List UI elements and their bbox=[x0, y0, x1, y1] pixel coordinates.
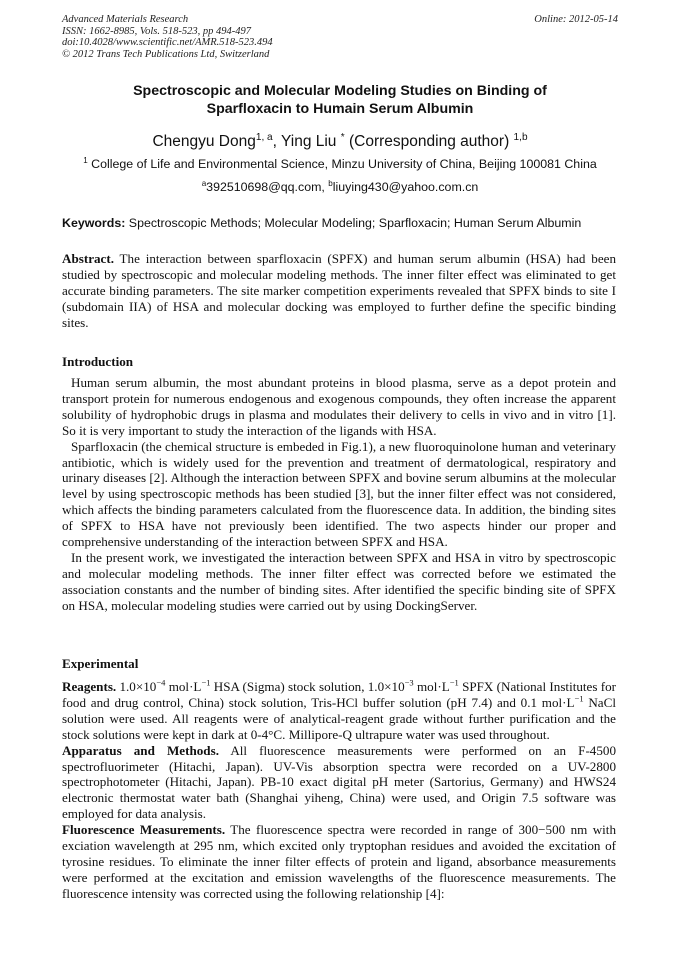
journal-header bbox=[62, 14, 618, 60]
intro-paragraph-2: Sparfloxacin (the chemical structure is embeded in Fig.1), a new fluoroquinolone human and veterinary antibiotic, which is widely used for the prevention and treatment of dermatological, respiratory and urinary diseases [2]. Although the interaction between SPFX and bovine serum albumins at the molecular level by using spectroscopic methods has been studied [3], but the inner filter effect was not considered, which affects the binding parameters calculated from the fluorescence data. In addition, the binding sites of SPFX to HSA have not previously been identified. The two aspects hinder our proper and comprehensive understanding of the interaction between SPFX and HSA. bbox=[62, 438, 616, 550]
reagents-text-1: 1.0×10 bbox=[116, 679, 157, 694]
fluorescence-text: The fluorescence spectra were recorded in range of 300−500 nm with exciation wavelength at 295 nm, which excited only tryptophan residues and avoided the excitation of tyrosine residues. To eliminate the inner filter effects of protein and ligand, absorbance measurements were performed at the excitation and emission wavelengths of the fluorescence measurements. The fluorescence intensity was corrected using the following relationship [4]: bbox=[62, 822, 616, 901]
copyright-line: © 2012 Trans Tech Publications Ltd, Switzerland bbox=[62, 48, 270, 60]
abstract-label: Abstract. bbox=[62, 251, 114, 266]
keywords-label: Keywords: bbox=[62, 216, 126, 230]
journal-name: Advanced Materials Research bbox=[62, 14, 189, 25]
apparatus-paragraph bbox=[62, 743, 616, 823]
reagents-label: Reagents. bbox=[62, 679, 117, 694]
paper-title bbox=[62, 82, 618, 118]
author-separator: , Ying Liu bbox=[272, 133, 337, 150]
intro-paragraph-3: In the present work, we investigated the interaction between SPFX and HSA in vitro by spectroscopic and molecular modeling methods. The inner filter effect was corrected before we estimated the association constants and the number of binding sites. After identified the specific binding site of SPFX on HSA, molecular modeling studies were carried out by using DockingServer. bbox=[62, 549, 616, 613]
email-b[interactable]: liuying430@yahoo.com.cn bbox=[332, 180, 479, 194]
experimental-heading: Experimental bbox=[62, 656, 139, 671]
email-a-mark: a bbox=[201, 178, 207, 188]
online-date: Online: 2012-05-14 bbox=[534, 14, 618, 25]
reagents-text-3: HSA (Sigma) stock solution, 1.0×10 bbox=[210, 679, 405, 694]
reagents-sup-2: −1 bbox=[201, 677, 211, 688]
author-line bbox=[62, 133, 618, 151]
reagents-text-5: SPFX (National Institutes for food and drug control, China) stock solution, Tris-HCl buffer solution (pH 7.4) and 0.1 mol·L bbox=[62, 679, 617, 710]
affiliation bbox=[62, 156, 618, 172]
introduction-body bbox=[62, 375, 616, 614]
apparatus-text: All fluorescence measurements were performed on an F-4500 spectrofluorimeter (Hitachi, Japan). UV-Vis absorption spectra were recorded on a UV-2800 spectrophotometer (Hitachi, Japan). PB-10 exact digital pH meter (Sartorius, Germany) and HWS24 electronic thermostat water bath (Shanghai yiheng, China) were used, and Origin 7.5 software was employed for data analysis. bbox=[62, 742, 616, 822]
doi-line: doi:10.4028/www.scientific.net/AMR.518-523.494 bbox=[62, 37, 273, 48]
fluorescence-label: Fluorescence Measurements. bbox=[62, 822, 226, 838]
email-separator: , bbox=[321, 180, 329, 194]
email-a[interactable]: 392510698@qq.com bbox=[206, 180, 322, 194]
issn-line: ISSN: 1662-8985, Vols. 518-523, pp 494-497 bbox=[62, 25, 251, 37]
corresponding-mark: * bbox=[340, 131, 345, 143]
author-2-affil: 1,b bbox=[513, 131, 528, 143]
reagents-text-2: mol·L bbox=[165, 679, 202, 694]
author-1: Chengyu Dong bbox=[152, 133, 256, 150]
affiliation-number: 1 bbox=[83, 155, 88, 165]
reagents-sup-4: −1 bbox=[449, 677, 459, 688]
email-b-mark: b bbox=[328, 178, 333, 188]
corresponding-note: (Corresponding author) bbox=[344, 133, 510, 150]
abstract bbox=[62, 251, 616, 331]
keywords-text: Spectroscopic Methods; Molecular Modeling; Sparfloxacin; Human Serum Albumin bbox=[125, 216, 582, 230]
keywords bbox=[62, 215, 618, 231]
abstract-text: The interaction between sparfloxacin (SPFX) and human serum albumin (HSA) had been studied by spectroscopic and molecular modeling methods. The inner filter effect was eliminated to get accurate binding parameters. The site marker competition experiments revealed that SPFX binds to site I (subdomain IIA) of HSA and molecular docking was employed to further define the specific binding sites. bbox=[62, 251, 616, 330]
introduction-heading: Introduction bbox=[62, 354, 134, 369]
reagents-sup-1: −4 bbox=[156, 677, 166, 688]
reagents-paragraph bbox=[62, 679, 616, 743]
author-1-affil: 1, a bbox=[255, 131, 273, 143]
reagents-text-6: NaCl solution were used. All reagents were of analytical-reagent grade without further purification and the stock solutions were kept in dark at 0-4°C. Millipore-Q ultrapure water was used throughout. bbox=[62, 694, 616, 742]
reagents-sup-3: −3 bbox=[404, 677, 414, 688]
title-line-2: Sparfloxacin to Humain Serum Albumin bbox=[206, 101, 474, 117]
experimental-body bbox=[62, 679, 616, 902]
fluorescence-paragraph bbox=[62, 822, 616, 902]
reagents-sup-5: −1 bbox=[574, 693, 584, 704]
intro-paragraph-1: Human serum albumin, the most abundant proteins in blood plasma, serve as a depot protein and transport protein for numerous endogenous and exogenous compounds, they often increase the apparent solubility of hydrophobic drugs in plasma and modulates their delivery to cells in vivo and in vitro [1]. So it is very important to study the interaction of the ligands with HSA. bbox=[62, 375, 616, 438]
title-line-1: Spectroscopic and Molecular Modeling Studies on Binding of bbox=[133, 83, 547, 99]
email-line bbox=[62, 179, 618, 195]
affiliation-text: College of Life and Environmental Science, Minzu University of China, Beijing 100081 China bbox=[87, 157, 597, 171]
reagents-text-4: mol·L bbox=[413, 679, 450, 694]
apparatus-label: Apparatus and Methods. bbox=[62, 742, 219, 758]
